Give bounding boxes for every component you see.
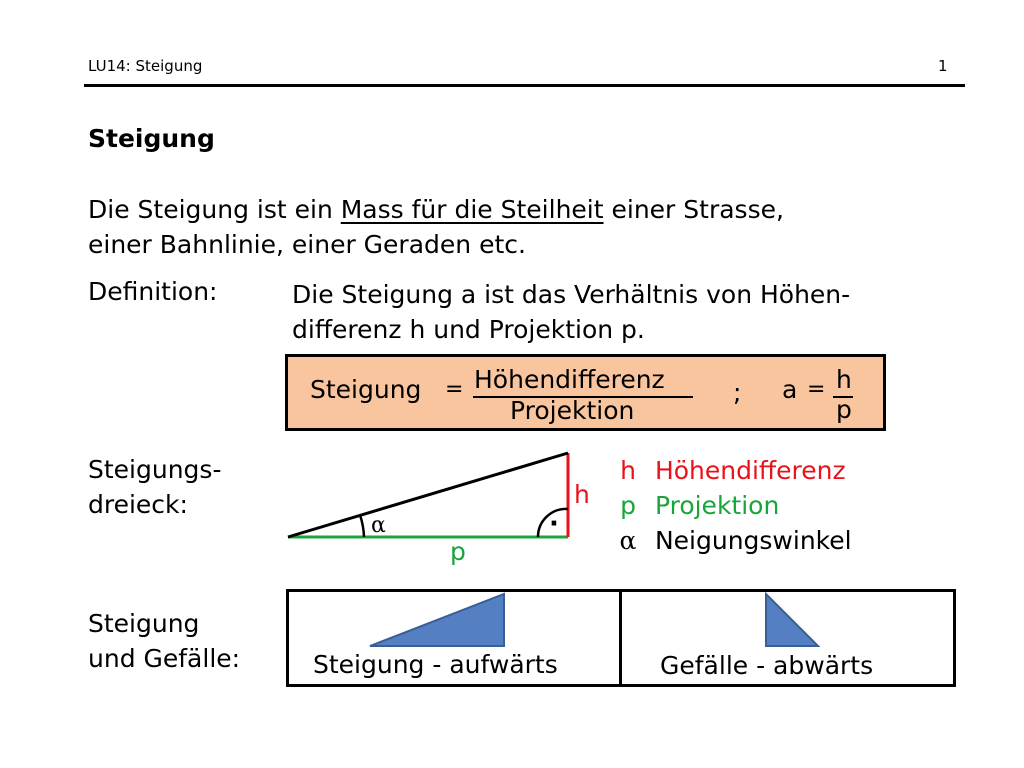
right-angle-dot: ·: [549, 509, 559, 539]
slope-label-line-2: und Gefälle:: [88, 644, 241, 673]
legend-text-projection: Projektion: [654, 491, 780, 520]
definition-label: Definition:: [88, 277, 218, 306]
formula-box: [285, 354, 886, 431]
legend-text-height: Höhendifferenz: [654, 456, 846, 485]
legend-symbol-alpha: α: [619, 526, 637, 555]
page-title: Steigung: [88, 124, 215, 153]
intro-text-line2: einer Bahnlinie, einer Geraden etc.: [88, 230, 526, 259]
triangle-section-label: [88, 452, 221, 522]
formula-equals: =: [445, 377, 464, 402]
legend-row-angle: [609, 526, 852, 556]
formula-a-numerator: h: [836, 365, 852, 394]
triangle-label-line-2: dreieck:: [88, 490, 188, 519]
intro-text-before: Die Steigung ist ein: [88, 195, 341, 224]
upward-caption: Steigung - aufwärts: [313, 650, 558, 679]
definition-line-1: Die Steigung a ist das Verhältnis von Höhen-: [292, 280, 851, 309]
slope-section-label: [88, 606, 240, 676]
downward-caption: Gefälle - abwärts: [660, 651, 874, 680]
legend-text-angle: Neigungswinkel: [654, 526, 852, 555]
formula-a-equals: =: [807, 377, 826, 402]
legend-row-height: [609, 456, 846, 486]
upward-triangle-icon: [370, 594, 504, 646]
page-number: 1: [938, 57, 948, 75]
header-divider: [84, 84, 965, 87]
formula-lhs: Steigung: [310, 375, 422, 404]
slope-triangle-diagram: [280, 445, 610, 575]
formula-denominator: Projektion: [510, 396, 635, 425]
downward-triangle-icon: [766, 594, 818, 646]
definition-line-2: differenz h und Projektion p.: [292, 315, 645, 344]
intro-text-after: einer Strasse,: [603, 195, 784, 224]
hypotenuse-side: [288, 453, 568, 537]
formula-separator: ;: [733, 378, 742, 407]
angle-alpha-label: α: [371, 513, 386, 538]
legend-symbol-h: h: [620, 456, 636, 485]
definition-text: [292, 277, 972, 347]
legend-symbol-p: p: [620, 491, 636, 520]
angle-arc: [360, 515, 364, 537]
formula-numerator: Höhendifferenz: [474, 365, 665, 394]
downward-slope-shape: [758, 588, 828, 650]
formula-a: a: [782, 375, 798, 404]
slope-comparison-divider: [619, 589, 622, 687]
formula-a-denominator: p: [836, 395, 852, 424]
height-label: h: [574, 480, 590, 509]
slope-label-line-1: Steigung: [88, 609, 200, 638]
upward-slope-shape: [360, 588, 520, 650]
intro-paragraph: [88, 192, 968, 262]
legend-row-projection: [609, 491, 779, 521]
projection-label: p: [450, 537, 466, 566]
intro-text-underlined: Mass für die Steilheit: [340, 195, 604, 224]
triangle-label-line-1: Steigungs-: [88, 455, 222, 484]
header-title: LU14: Steigung: [88, 57, 203, 75]
